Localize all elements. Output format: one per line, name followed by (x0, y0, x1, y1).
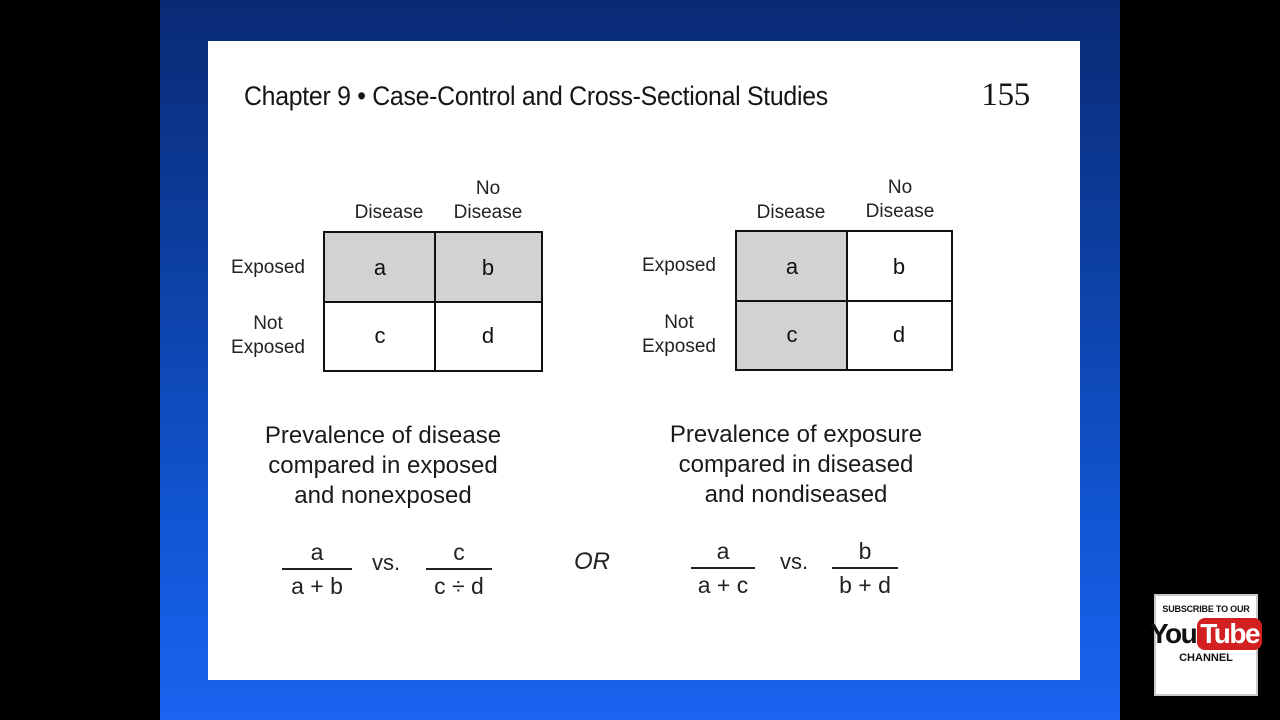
right-col-disease: Disease (756, 202, 826, 223)
right-divider-h (737, 300, 951, 302)
left-divider-h (325, 301, 541, 303)
right-row-exposed: Exposed (642, 255, 716, 276)
right-cell-d: d (892, 322, 906, 347)
right-vs-label: vs. (780, 549, 809, 574)
right-cell-b: b (892, 253, 906, 279)
page-number: 155 (981, 77, 1030, 113)
left-col-disease: Disease (354, 202, 424, 223)
left-row-notexposed: Not Exposed (231, 313, 305, 358)
left-cell-a: a (325, 233, 435, 302)
right-row-notexposed: Not Exposed (642, 312, 716, 357)
right-col-nodisease: No Disease (865, 177, 935, 222)
right-fraction-2: b b + d (832, 538, 898, 598)
youtube-subscribe-badge[interactable] (1149, 594, 1260, 696)
textbook-page (208, 41, 1080, 680)
right-fraction-1: a a + c (691, 538, 755, 598)
left-cell-c: c (374, 323, 386, 348)
or-label: OR (574, 548, 610, 575)
page-header (244, 77, 1030, 117)
left-row-exposed: Exposed (231, 257, 305, 278)
left-vs-label: vs. (372, 550, 401, 575)
subscribe-text: SUBSCRIBE TO OUR (1162, 604, 1250, 614)
left-fraction-1: a a + b (282, 539, 352, 599)
chapter-title: Chapter 9 • Case-Control and Cross-Sectional Studies (244, 81, 828, 111)
left-cell-d: d (481, 323, 495, 348)
left-table-grid (323, 231, 543, 372)
right-cell-a: a (737, 232, 847, 301)
right-table-grid (735, 230, 953, 371)
right-description: Prevalence of exposure compared in diseased and nondiseased (669, 421, 923, 508)
left-col-nodisease: No Disease (453, 178, 523, 223)
left-fraction-2: c c ÷ d (426, 539, 492, 599)
channel-text: CHANNEL (1179, 652, 1233, 664)
left-cell-b: b (435, 233, 541, 302)
left-description: Prevalence of disease compared in exposed and nonexposed (264, 422, 502, 509)
right-cell-c: c (737, 301, 847, 369)
youtube-logo-icon: You Tube (1156, 618, 1256, 650)
